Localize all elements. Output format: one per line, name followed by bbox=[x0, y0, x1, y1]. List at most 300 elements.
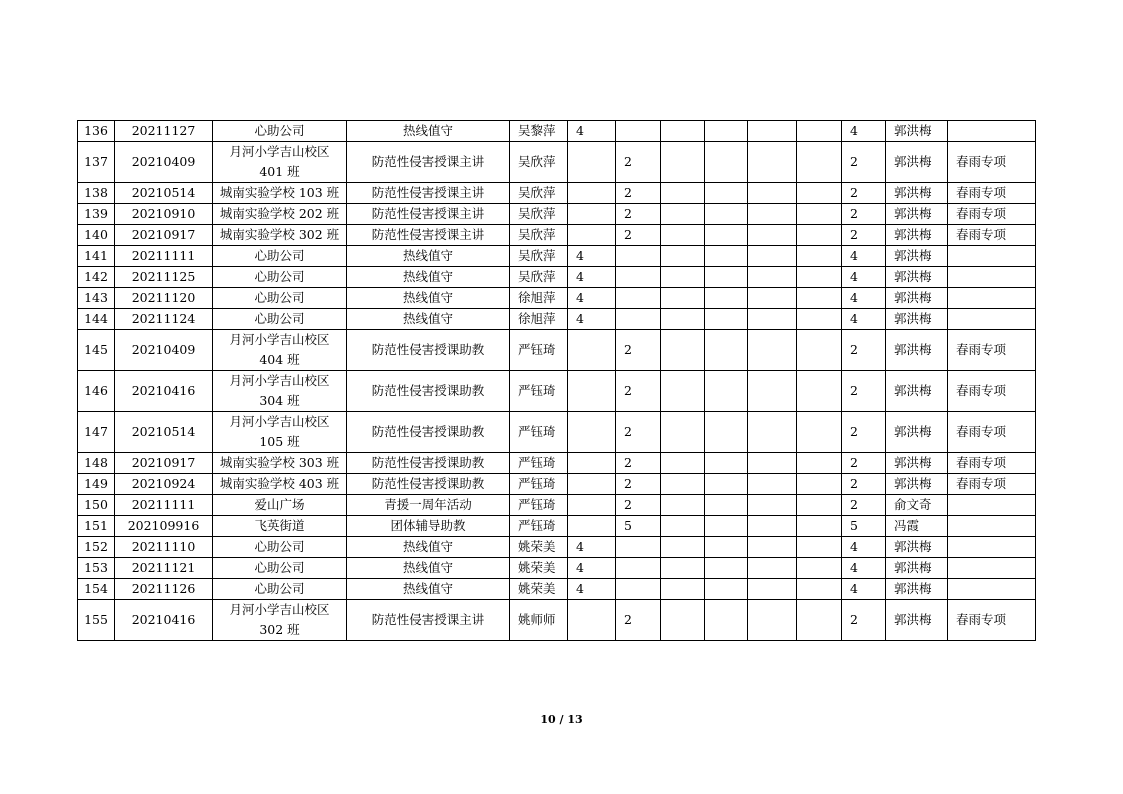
empty-cell bbox=[705, 267, 748, 288]
empty-cell bbox=[661, 121, 705, 142]
volunteer-name-cell: 吴欣萍 bbox=[510, 142, 568, 183]
empty-cell bbox=[705, 309, 748, 330]
empty-cell bbox=[748, 225, 797, 246]
empty-cell bbox=[797, 267, 842, 288]
empty-cell bbox=[705, 371, 748, 412]
project-cell: 春雨专项 bbox=[948, 225, 1036, 246]
activity-cell: 热线值守 bbox=[347, 558, 510, 579]
hours-col-b-cell: 2 bbox=[616, 495, 661, 516]
date-cell: 20210409 bbox=[115, 142, 213, 183]
place-cell: 飞英街道 bbox=[213, 516, 347, 537]
place-cell: 心助公司 bbox=[213, 267, 347, 288]
empty-cell bbox=[797, 330, 842, 371]
empty-cell bbox=[748, 183, 797, 204]
place-cell: 月河小学吉山校区 105 班 bbox=[213, 412, 347, 453]
total-hours-cell: 2 bbox=[842, 371, 886, 412]
row-number: 136 bbox=[78, 121, 115, 142]
empty-cell bbox=[748, 495, 797, 516]
table-row bbox=[78, 183, 1036, 204]
empty-cell bbox=[797, 183, 842, 204]
total-hours-cell: 2 bbox=[842, 142, 886, 183]
row-number: 153 bbox=[78, 558, 115, 579]
place-cell: 心助公司 bbox=[213, 579, 347, 600]
place-cell: 城南实验学校 103 班 bbox=[213, 183, 347, 204]
row-number: 151 bbox=[78, 516, 115, 537]
empty-cell bbox=[661, 516, 705, 537]
volunteer-name-cell: 姚荣美 bbox=[510, 579, 568, 600]
project-cell: 春雨专项 bbox=[948, 142, 1036, 183]
date-cell: 20211121 bbox=[115, 558, 213, 579]
project-cell bbox=[948, 246, 1036, 267]
activity-cell: 热线值守 bbox=[347, 288, 510, 309]
empty-cell bbox=[705, 142, 748, 183]
place-cell: 月河小学吉山校区 302 班 bbox=[213, 600, 347, 641]
empty-cell bbox=[661, 474, 705, 495]
total-hours-cell: 4 bbox=[842, 537, 886, 558]
hours-col-a-cell bbox=[568, 204, 616, 225]
table-row bbox=[78, 288, 1036, 309]
volunteer-name-cell: 严钰琦 bbox=[510, 371, 568, 412]
date-cell: 20210514 bbox=[115, 183, 213, 204]
supervisor-cell: 郭洪梅 bbox=[886, 537, 948, 558]
volunteer-name-cell: 严钰琦 bbox=[510, 495, 568, 516]
total-hours-cell: 2 bbox=[842, 330, 886, 371]
supervisor-cell: 郭洪梅 bbox=[886, 371, 948, 412]
volunteer-name-cell: 吴欣萍 bbox=[510, 183, 568, 204]
supervisor-cell: 郭洪梅 bbox=[886, 330, 948, 371]
table-row bbox=[78, 474, 1036, 495]
activity-cell: 青援一周年活动 bbox=[347, 495, 510, 516]
activity-cell: 防范性侵害授课助教 bbox=[347, 474, 510, 495]
empty-cell bbox=[797, 246, 842, 267]
supervisor-cell: 郭洪梅 bbox=[886, 246, 948, 267]
empty-cell bbox=[705, 288, 748, 309]
project-cell bbox=[948, 579, 1036, 600]
supervisor-cell: 郭洪梅 bbox=[886, 204, 948, 225]
table-row bbox=[78, 246, 1036, 267]
row-number: 144 bbox=[78, 309, 115, 330]
empty-cell bbox=[661, 412, 705, 453]
hours-col-b-cell bbox=[616, 246, 661, 267]
table-row bbox=[78, 495, 1036, 516]
hours-col-b-cell bbox=[616, 579, 661, 600]
empty-cell bbox=[705, 558, 748, 579]
activity-cell: 防范性侵害授课主讲 bbox=[347, 183, 510, 204]
table-row bbox=[78, 537, 1036, 558]
hours-col-b-cell: 2 bbox=[616, 183, 661, 204]
project-cell bbox=[948, 495, 1036, 516]
total-hours-cell: 4 bbox=[842, 246, 886, 267]
total-hours-cell: 4 bbox=[842, 309, 886, 330]
empty-cell bbox=[748, 412, 797, 453]
volunteer-name-cell: 严钰琦 bbox=[510, 516, 568, 537]
empty-cell bbox=[748, 246, 797, 267]
project-cell: 春雨专项 bbox=[948, 453, 1036, 474]
hours-col-a-cell: 4 bbox=[568, 288, 616, 309]
table-row bbox=[78, 204, 1036, 225]
empty-cell bbox=[661, 183, 705, 204]
total-hours-cell: 2 bbox=[842, 204, 886, 225]
project-cell: 春雨专项 bbox=[948, 600, 1036, 641]
total-hours-cell: 4 bbox=[842, 121, 886, 142]
empty-cell bbox=[661, 309, 705, 330]
date-cell: 20210514 bbox=[115, 412, 213, 453]
empty-cell bbox=[705, 537, 748, 558]
activity-cell: 热线值守 bbox=[347, 267, 510, 288]
empty-cell bbox=[705, 495, 748, 516]
project-cell: 春雨专项 bbox=[948, 412, 1036, 453]
table-row bbox=[78, 267, 1036, 288]
supervisor-cell: 郭洪梅 bbox=[886, 267, 948, 288]
empty-cell bbox=[797, 204, 842, 225]
hours-col-a-cell bbox=[568, 453, 616, 474]
volunteer-name-cell: 姚师师 bbox=[510, 600, 568, 641]
empty-cell bbox=[748, 288, 797, 309]
supervisor-cell: 俞文奇 bbox=[886, 495, 948, 516]
date-cell: 20211111 bbox=[115, 495, 213, 516]
volunteer-name-cell: 吴欣萍 bbox=[510, 225, 568, 246]
activity-cell: 团体辅导助教 bbox=[347, 516, 510, 537]
hours-col-b-cell: 2 bbox=[616, 225, 661, 246]
project-cell bbox=[948, 516, 1036, 537]
activity-cell: 防范性侵害授课主讲 bbox=[347, 600, 510, 641]
empty-cell bbox=[705, 474, 748, 495]
table-row bbox=[78, 371, 1036, 412]
hours-col-a-cell: 4 bbox=[568, 267, 616, 288]
empty-cell bbox=[661, 225, 705, 246]
hours-col-a-cell bbox=[568, 474, 616, 495]
date-cell: 20211127 bbox=[115, 121, 213, 142]
total-hours-cell: 2 bbox=[842, 495, 886, 516]
date-cell: 20211120 bbox=[115, 288, 213, 309]
empty-cell bbox=[797, 537, 842, 558]
empty-cell bbox=[797, 225, 842, 246]
place-cell: 心助公司 bbox=[213, 121, 347, 142]
place-cell: 心助公司 bbox=[213, 537, 347, 558]
volunteer-name-cell: 严钰琦 bbox=[510, 453, 568, 474]
supervisor-cell: 郭洪梅 bbox=[886, 453, 948, 474]
hours-col-a-cell bbox=[568, 225, 616, 246]
empty-cell bbox=[797, 453, 842, 474]
empty-cell bbox=[705, 225, 748, 246]
hours-col-b-cell bbox=[616, 537, 661, 558]
volunteer-name-cell: 吴欣萍 bbox=[510, 246, 568, 267]
volunteer-name-cell: 严钰琦 bbox=[510, 330, 568, 371]
volunteer-name-cell: 徐旭萍 bbox=[510, 309, 568, 330]
table-row bbox=[78, 516, 1036, 537]
empty-cell bbox=[748, 453, 797, 474]
empty-cell bbox=[661, 558, 705, 579]
date-cell: 20211125 bbox=[115, 267, 213, 288]
hours-col-b-cell: 2 bbox=[616, 204, 661, 225]
empty-cell bbox=[705, 183, 748, 204]
supervisor-cell: 郭洪梅 bbox=[886, 142, 948, 183]
date-cell: 20210409 bbox=[115, 330, 213, 371]
total-hours-cell: 5 bbox=[842, 516, 886, 537]
empty-cell bbox=[748, 371, 797, 412]
date-cell: 20211126 bbox=[115, 579, 213, 600]
empty-cell bbox=[661, 204, 705, 225]
empty-cell bbox=[797, 142, 842, 183]
row-number: 155 bbox=[78, 600, 115, 641]
date-cell: 20211110 bbox=[115, 537, 213, 558]
empty-cell bbox=[797, 121, 842, 142]
place-cell: 城南实验学校 202 班 bbox=[213, 204, 347, 225]
empty-cell bbox=[705, 412, 748, 453]
hours-col-b-cell: 2 bbox=[616, 371, 661, 412]
activity-cell: 热线值守 bbox=[347, 309, 510, 330]
total-hours-cell: 4 bbox=[842, 579, 886, 600]
supervisor-cell: 郭洪梅 bbox=[886, 579, 948, 600]
empty-cell bbox=[661, 579, 705, 600]
table-row bbox=[78, 558, 1036, 579]
total-hours-cell: 2 bbox=[842, 412, 886, 453]
hours-col-b-cell: 2 bbox=[616, 330, 661, 371]
project-cell: 春雨专项 bbox=[948, 183, 1036, 204]
table-row bbox=[78, 453, 1036, 474]
total-hours-cell: 4 bbox=[842, 288, 886, 309]
project-cell bbox=[948, 288, 1036, 309]
row-number: 138 bbox=[78, 183, 115, 204]
activity-cell: 防范性侵害授课主讲 bbox=[347, 204, 510, 225]
empty-cell bbox=[661, 246, 705, 267]
volunteer-name-cell: 吴黎萍 bbox=[510, 121, 568, 142]
hours-col-b-cell: 2 bbox=[616, 453, 661, 474]
project-cell bbox=[948, 558, 1036, 579]
supervisor-cell: 郭洪梅 bbox=[886, 558, 948, 579]
supervisor-cell: 冯霞 bbox=[886, 516, 948, 537]
row-number: 142 bbox=[78, 267, 115, 288]
table-row bbox=[78, 412, 1036, 453]
table-row bbox=[78, 600, 1036, 641]
hours-col-a-cell bbox=[568, 495, 616, 516]
activity-cell: 热线值守 bbox=[347, 537, 510, 558]
volunteer-name-cell: 严钰琦 bbox=[510, 474, 568, 495]
activity-cell: 防范性侵害授课助教 bbox=[347, 330, 510, 371]
volunteer-name-cell: 吴欣萍 bbox=[510, 204, 568, 225]
empty-cell bbox=[705, 516, 748, 537]
table-row bbox=[78, 579, 1036, 600]
total-hours-cell: 2 bbox=[842, 474, 886, 495]
volunteer-name-cell: 吴欣萍 bbox=[510, 267, 568, 288]
hours-col-a-cell: 4 bbox=[568, 121, 616, 142]
hours-col-a-cell bbox=[568, 183, 616, 204]
table-row bbox=[78, 330, 1036, 371]
place-cell: 心助公司 bbox=[213, 246, 347, 267]
hours-col-b-cell bbox=[616, 288, 661, 309]
table-row bbox=[78, 142, 1036, 183]
row-number: 150 bbox=[78, 495, 115, 516]
project-cell bbox=[948, 121, 1036, 142]
date-cell: 20210416 bbox=[115, 600, 213, 641]
table-row bbox=[78, 121, 1036, 142]
row-number: 140 bbox=[78, 225, 115, 246]
volunteer-name-cell: 徐旭萍 bbox=[510, 288, 568, 309]
supervisor-cell: 郭洪梅 bbox=[886, 309, 948, 330]
project-cell bbox=[948, 309, 1036, 330]
hours-col-b-cell bbox=[616, 309, 661, 330]
row-number: 149 bbox=[78, 474, 115, 495]
volunteer-hours-table bbox=[77, 120, 1036, 641]
project-cell bbox=[948, 537, 1036, 558]
empty-cell bbox=[705, 579, 748, 600]
project-cell: 春雨专项 bbox=[948, 371, 1036, 412]
hours-col-b-cell bbox=[616, 121, 661, 142]
date-cell: 20211124 bbox=[115, 309, 213, 330]
volunteer-name-cell: 严钰琦 bbox=[510, 412, 568, 453]
empty-cell bbox=[797, 516, 842, 537]
empty-cell bbox=[705, 600, 748, 641]
empty-cell bbox=[797, 412, 842, 453]
row-number: 139 bbox=[78, 204, 115, 225]
activity-cell: 防范性侵害授课主讲 bbox=[347, 225, 510, 246]
supervisor-cell: 郭洪梅 bbox=[886, 600, 948, 641]
place-cell: 城南实验学校 302 班 bbox=[213, 225, 347, 246]
place-cell: 城南实验学校 303 班 bbox=[213, 453, 347, 474]
empty-cell bbox=[797, 474, 842, 495]
activity-cell: 防范性侵害授课助教 bbox=[347, 371, 510, 412]
empty-cell bbox=[661, 330, 705, 371]
empty-cell bbox=[661, 600, 705, 641]
empty-cell bbox=[661, 371, 705, 412]
hours-col-b-cell: 2 bbox=[616, 142, 661, 183]
volunteer-name-cell: 姚荣美 bbox=[510, 537, 568, 558]
project-cell: 春雨专项 bbox=[948, 474, 1036, 495]
supervisor-cell: 郭洪梅 bbox=[886, 225, 948, 246]
hours-col-a-cell: 4 bbox=[568, 309, 616, 330]
empty-cell bbox=[748, 537, 797, 558]
table-row bbox=[78, 225, 1036, 246]
empty-cell bbox=[797, 371, 842, 412]
empty-cell bbox=[748, 474, 797, 495]
row-number: 146 bbox=[78, 371, 115, 412]
place-cell: 爱山广场 bbox=[213, 495, 347, 516]
total-hours-cell: 2 bbox=[842, 453, 886, 474]
row-number: 152 bbox=[78, 537, 115, 558]
total-hours-cell: 2 bbox=[842, 183, 886, 204]
activity-cell: 热线值守 bbox=[347, 579, 510, 600]
date-cell: 20210917 bbox=[115, 225, 213, 246]
row-number: 147 bbox=[78, 412, 115, 453]
activity-cell: 防范性侵害授课主讲 bbox=[347, 142, 510, 183]
total-hours-cell: 4 bbox=[842, 267, 886, 288]
total-hours-cell: 2 bbox=[842, 600, 886, 641]
row-number: 137 bbox=[78, 142, 115, 183]
supervisor-cell: 郭洪梅 bbox=[886, 183, 948, 204]
hours-col-a-cell bbox=[568, 516, 616, 537]
empty-cell bbox=[661, 142, 705, 183]
place-cell: 月河小学吉山校区 304 班 bbox=[213, 371, 347, 412]
supervisor-cell: 郭洪梅 bbox=[886, 412, 948, 453]
empty-cell bbox=[797, 579, 842, 600]
empty-cell bbox=[748, 600, 797, 641]
empty-cell bbox=[705, 204, 748, 225]
supervisor-cell: 郭洪梅 bbox=[886, 288, 948, 309]
hours-col-a-cell bbox=[568, 600, 616, 641]
empty-cell bbox=[748, 267, 797, 288]
hours-col-b-cell: 5 bbox=[616, 516, 661, 537]
empty-cell bbox=[748, 330, 797, 371]
date-cell: 202109916 bbox=[115, 516, 213, 537]
empty-cell bbox=[797, 495, 842, 516]
row-number: 143 bbox=[78, 288, 115, 309]
empty-cell bbox=[661, 267, 705, 288]
empty-cell bbox=[748, 558, 797, 579]
place-cell: 月河小学吉山校区 401 班 bbox=[213, 142, 347, 183]
hours-col-b-cell bbox=[616, 558, 661, 579]
empty-cell bbox=[661, 453, 705, 474]
empty-cell bbox=[705, 121, 748, 142]
hours-col-b-cell bbox=[616, 267, 661, 288]
empty-cell bbox=[748, 309, 797, 330]
date-cell: 20211111 bbox=[115, 246, 213, 267]
empty-cell bbox=[748, 204, 797, 225]
date-cell: 20210910 bbox=[115, 204, 213, 225]
project-cell bbox=[948, 267, 1036, 288]
activity-cell: 防范性侵害授课助教 bbox=[347, 412, 510, 453]
hours-col-b-cell: 2 bbox=[616, 474, 661, 495]
empty-cell bbox=[705, 453, 748, 474]
page-number: 10 / 13 bbox=[540, 713, 583, 726]
hours-col-a-cell bbox=[568, 330, 616, 371]
activity-cell: 防范性侵害授课助教 bbox=[347, 453, 510, 474]
empty-cell bbox=[705, 330, 748, 371]
place-cell: 心助公司 bbox=[213, 558, 347, 579]
empty-cell bbox=[797, 600, 842, 641]
empty-cell bbox=[748, 579, 797, 600]
row-number: 145 bbox=[78, 330, 115, 371]
table-row bbox=[78, 309, 1036, 330]
empty-cell bbox=[748, 142, 797, 183]
activity-cell: 热线值守 bbox=[347, 246, 510, 267]
empty-cell bbox=[797, 288, 842, 309]
empty-cell bbox=[748, 121, 797, 142]
volunteer-name-cell: 姚荣美 bbox=[510, 558, 568, 579]
hours-col-b-cell: 2 bbox=[616, 600, 661, 641]
empty-cell bbox=[797, 309, 842, 330]
total-hours-cell: 4 bbox=[842, 558, 886, 579]
empty-cell bbox=[661, 495, 705, 516]
activity-cell: 热线值守 bbox=[347, 121, 510, 142]
empty-cell bbox=[748, 516, 797, 537]
empty-cell bbox=[661, 537, 705, 558]
supervisor-cell: 郭洪梅 bbox=[886, 121, 948, 142]
date-cell: 20210416 bbox=[115, 371, 213, 412]
row-number: 154 bbox=[78, 579, 115, 600]
project-cell: 春雨专项 bbox=[948, 204, 1036, 225]
hours-col-a-cell: 4 bbox=[568, 246, 616, 267]
empty-cell bbox=[705, 246, 748, 267]
supervisor-cell: 郭洪梅 bbox=[886, 474, 948, 495]
project-cell: 春雨专项 bbox=[948, 330, 1036, 371]
hours-col-a-cell: 4 bbox=[568, 537, 616, 558]
empty-cell bbox=[661, 288, 705, 309]
place-cell: 心助公司 bbox=[213, 309, 347, 330]
place-cell: 城南实验学校 403 班 bbox=[213, 474, 347, 495]
row-number: 148 bbox=[78, 453, 115, 474]
hours-col-b-cell: 2 bbox=[616, 412, 661, 453]
place-cell: 心助公司 bbox=[213, 288, 347, 309]
hours-col-a-cell bbox=[568, 142, 616, 183]
row-number: 141 bbox=[78, 246, 115, 267]
date-cell: 20210917 bbox=[115, 453, 213, 474]
total-hours-cell: 2 bbox=[842, 225, 886, 246]
hours-col-a-cell bbox=[568, 371, 616, 412]
hours-col-a-cell: 4 bbox=[568, 558, 616, 579]
place-cell: 月河小学吉山校区 404 班 bbox=[213, 330, 347, 371]
empty-cell bbox=[797, 558, 842, 579]
date-cell: 20210924 bbox=[115, 474, 213, 495]
